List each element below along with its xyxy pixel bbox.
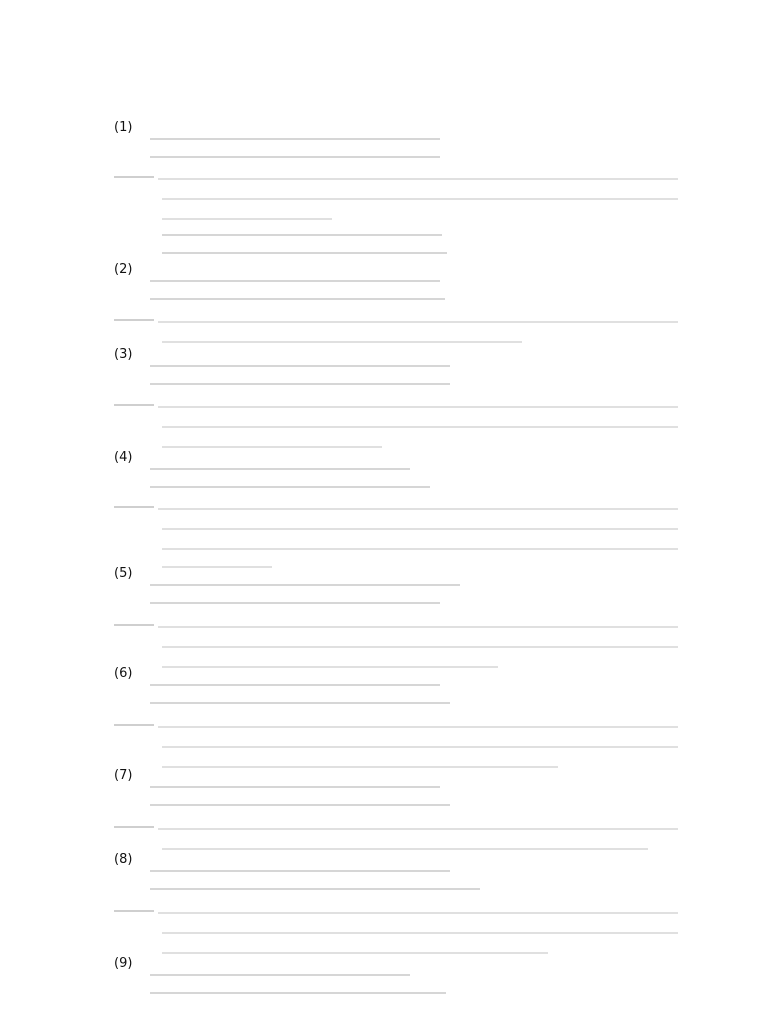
verse-block bbox=[114, 450, 674, 490]
meaning-label bbox=[114, 896, 154, 912]
verse-number: (6) bbox=[114, 666, 133, 681]
verse-number: (1) bbox=[114, 120, 133, 135]
meaning-label bbox=[114, 162, 154, 178]
verse-line bbox=[150, 566, 460, 586]
meaning-line bbox=[158, 305, 678, 323]
verse-number: (4) bbox=[114, 450, 133, 465]
meaning-line bbox=[158, 896, 678, 914]
meaning-label bbox=[114, 305, 154, 321]
verse-line bbox=[150, 262, 440, 282]
verse-block bbox=[114, 768, 674, 808]
meaning-block bbox=[114, 710, 674, 766]
verse-line bbox=[162, 234, 447, 254]
verse-number: (9) bbox=[114, 956, 133, 971]
meaning-label bbox=[114, 390, 154, 406]
meaning-line bbox=[162, 512, 678, 530]
meaning-label bbox=[114, 492, 154, 508]
meaning-line bbox=[158, 812, 678, 830]
verse-number: (7) bbox=[114, 768, 133, 783]
verse-number: (2) bbox=[114, 262, 133, 277]
meaning-line bbox=[162, 916, 678, 934]
verse-line bbox=[150, 974, 446, 994]
verse-number: (3) bbox=[114, 347, 133, 362]
verse-line bbox=[150, 365, 450, 385]
meaning-block bbox=[114, 896, 674, 952]
verse-line bbox=[150, 870, 480, 890]
meaning-line bbox=[162, 410, 678, 428]
meaning-line bbox=[158, 162, 678, 180]
verse-block bbox=[114, 216, 674, 256]
meaning-line bbox=[158, 610, 678, 628]
meaning-line bbox=[162, 832, 648, 850]
verse-line bbox=[150, 852, 450, 872]
meaning-line bbox=[162, 532, 678, 550]
verse-line bbox=[150, 468, 430, 488]
meaning-line bbox=[158, 710, 678, 728]
verse-line bbox=[150, 666, 440, 686]
verse-block bbox=[114, 956, 674, 996]
verse-block bbox=[114, 666, 674, 706]
verse-line bbox=[150, 684, 450, 704]
meaning-label bbox=[114, 610, 154, 626]
verse-line bbox=[150, 450, 410, 470]
verse-line bbox=[150, 347, 450, 367]
verse-line bbox=[150, 584, 440, 604]
meaning-block bbox=[114, 162, 674, 212]
meaning-block bbox=[114, 492, 674, 566]
meaning-line bbox=[162, 936, 548, 954]
verse-line bbox=[150, 280, 445, 300]
meaning-line bbox=[162, 730, 678, 748]
verse-block bbox=[114, 566, 674, 606]
meaning-line bbox=[158, 390, 678, 408]
meaning-label bbox=[114, 710, 154, 726]
verse-line bbox=[162, 216, 442, 236]
verse-block bbox=[114, 347, 674, 387]
meaning-line bbox=[162, 325, 522, 343]
verse-line bbox=[150, 956, 410, 976]
meaning-block bbox=[114, 812, 674, 848]
verse-block bbox=[114, 262, 674, 302]
verse-line bbox=[150, 786, 450, 806]
meaning-line bbox=[162, 182, 678, 200]
meaning-block bbox=[114, 610, 674, 666]
meaning-line bbox=[162, 630, 678, 648]
verse-number: (5) bbox=[114, 566, 133, 581]
verse-number: (8) bbox=[114, 852, 133, 867]
meaning-line bbox=[162, 750, 558, 768]
meaning-block bbox=[114, 305, 674, 341]
meaning-block bbox=[114, 390, 674, 446]
verse-line bbox=[150, 120, 440, 140]
verse-line bbox=[150, 138, 440, 158]
meaning-line bbox=[158, 492, 678, 510]
verse-line bbox=[150, 768, 440, 788]
verse-block bbox=[114, 852, 674, 892]
meaning-line bbox=[162, 430, 382, 448]
verse-block bbox=[114, 120, 674, 160]
meaning-label bbox=[114, 812, 154, 828]
